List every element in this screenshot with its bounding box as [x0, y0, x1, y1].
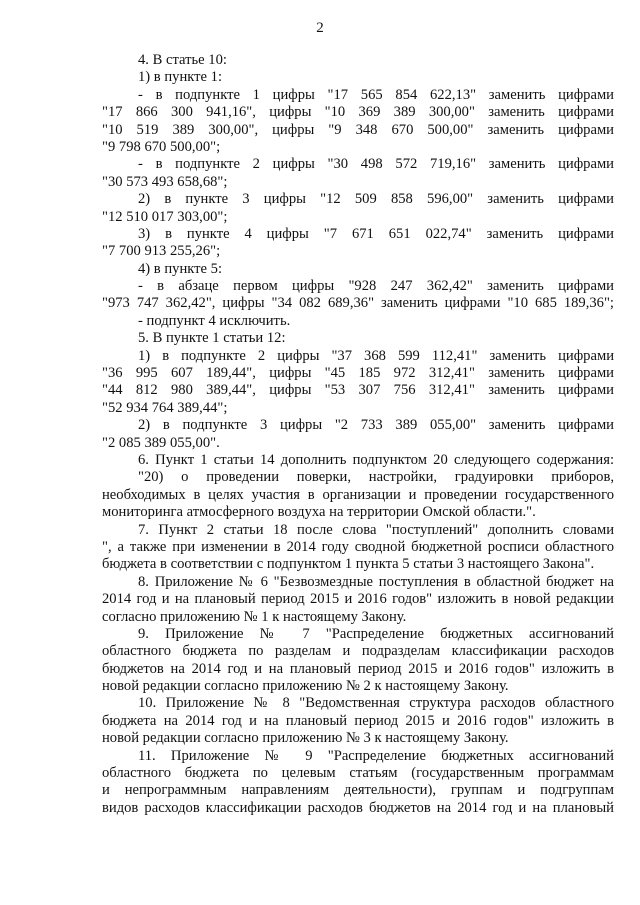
- page-number: 2: [316, 20, 324, 36]
- text-line: "10 519 389 300,00", цифры "9 348 670 500,00" заменить цифрами: [102, 121, 614, 138]
- text-line: областного бюджета по целевым статьям (государственным программам: [102, 765, 614, 782]
- text-line: "30 573 493 658,68";: [102, 173, 228, 190]
- text-line: "44 812 980 389,44", цифры "53 307 756 312,41" заменить цифрами: [102, 382, 614, 399]
- text-line: 4. В статье 10:: [138, 52, 227, 68]
- text-line: "52 934 764 389,44";: [102, 399, 228, 416]
- document-body: [102, 52, 614, 817]
- text-line: 2) в подпункте 3 цифры "2 733 389 055,00" заменить цифрами: [138, 417, 614, 434]
- text-line: - подпункт 4 исключить.: [138, 312, 291, 329]
- text-line: "973 747 362,42", цифры "34 082 689,36" заменить цифрами "10 685 189,36";: [102, 295, 614, 312]
- text-line: - в подпункте 2 цифры "30 498 572 719,16" заменить цифрами: [138, 156, 614, 173]
- text-line: видов расходов классификации расходов бюджетов на 2014 год и на плановый: [102, 799, 614, 816]
- text-line: "2 085 389 055,00".: [102, 434, 220, 451]
- text-line: - в абзаце первом цифры "928 247 362,42" заменить цифрами: [138, 278, 614, 295]
- text-line: новой редакции согласно приложению № 2 к настоящему Закону.: [102, 678, 509, 695]
- text-line: бюджетов на 2014 год и на плановый период 2015 и 2016 годов" изложить в: [102, 660, 614, 677]
- text-line: "17 866 300 941,16", цифры "10 369 389 300,00" заменить цифрами: [102, 104, 614, 121]
- text-line: бюджета на 2014 год и на плановый период 2015 и 2016 годов" изложить в: [102, 712, 614, 729]
- text-line: "7 700 913 255,26";: [102, 243, 221, 260]
- text-line: 7. Пункт 2 статьи 18 после слова "поступлений" дополнить словами: [138, 521, 614, 538]
- text-line: 9. Приложение № 7 "Распределение бюджетных ассигнований: [138, 625, 614, 642]
- text-line: "20) о проведении поверки, настройки, градуировки приборов,: [138, 469, 614, 486]
- text-line: 10. Приложение № 8 "Ведомственная структура расходов областного: [138, 695, 614, 712]
- text-line: мониторинга атмосферного воздуха на территории Омской области.".: [102, 504, 536, 521]
- text-line: 4) в пункте 5:: [138, 260, 223, 277]
- text-line: 1) в пункте 1:: [138, 69, 223, 86]
- text-line: согласно приложению № 1 к настоящему Закону.: [102, 608, 407, 625]
- text-line: 8. Приложение № 6 "Безвозмездные поступления в областной бюджет на: [138, 573, 614, 590]
- text-line: 11. Приложение № 9 "Распределение бюджетных ассигнований: [138, 747, 614, 764]
- text-line: областного бюджета по разделам и подразделам классификации расходов: [102, 643, 614, 660]
- text-line: "36 995 607 189,44", цифры "45 185 972 312,41" заменить цифрами: [102, 365, 614, 382]
- text-line: "12 510 017 303,00";: [102, 208, 228, 225]
- text-line: "9 798 670 500,00";: [102, 138, 221, 155]
- text-line: и непрограммным направлениям деятельности), группам и подгруппам: [102, 782, 614, 799]
- text-line: необходимых в целях участия в организации и проведении государственного: [102, 486, 614, 503]
- text-line: 2) в пункте 3 цифры "12 509 858 596,00" заменить цифрами: [138, 191, 614, 208]
- text-line: ", а также при изменении в 2014 году сводной бюджетной росписи областного: [102, 538, 614, 555]
- text-line: 6. Пункт 1 статьи 14 дополнить подпунктом 20 следующего содержания:: [138, 451, 614, 468]
- text-line: 2014 год и на плановый период 2015 и 2016 годов" изложить в новой редакции: [102, 591, 614, 608]
- text-line: новой редакции согласно приложению № 3 к настоящему Закону.: [102, 730, 509, 747]
- text-line: 1) в подпункте 2 цифры "37 368 599 112,41" заменить цифрами: [138, 347, 614, 364]
- text-line: - в подпункте 1 цифры "17 565 854 622,13" заменить цифрами: [138, 86, 614, 103]
- text-line: 3) в пункте 4 цифры "7 671 651 022,74" заменить цифрами: [138, 225, 614, 242]
- text-line: 5. В пункте 1 статьи 12:: [138, 330, 286, 347]
- text-line: бюджета в соответствии с подпунктом 1 пункта 5 статьи 3 настоящего Закона".: [102, 556, 595, 573]
